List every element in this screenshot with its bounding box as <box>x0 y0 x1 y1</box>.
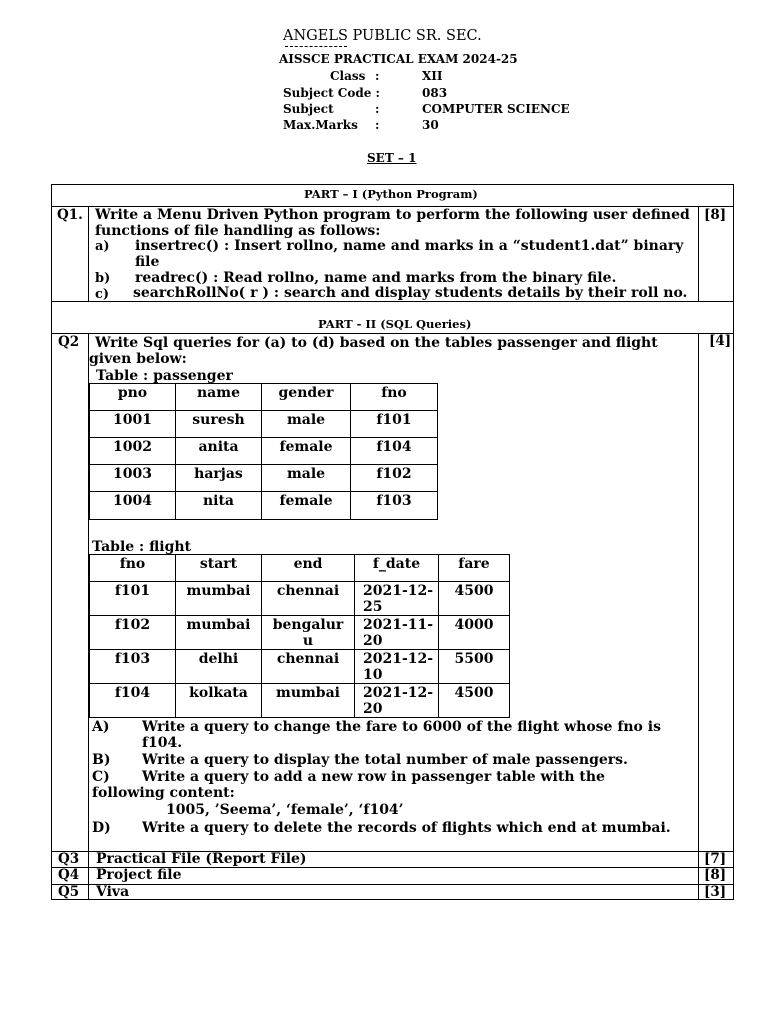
q1-item-b-text: readrec() : Read rollno, name and marks from the binary file. <box>135 270 617 286</box>
q1-item-c-text: searchRollNo( r ) : search and display students details by their roll no. <box>133 285 688 301</box>
table-cell: f101 <box>90 582 176 616</box>
table-header-cell: name <box>176 384 262 411</box>
q1-number: Q1. <box>57 207 83 223</box>
col-divider <box>88 206 89 302</box>
query-b-text: Write a query to display the total number of male passengers. <box>142 752 628 768</box>
table-header-cell: fare <box>439 555 510 582</box>
query-c-text2: following content: <box>92 785 235 801</box>
q4-marks: [8] <box>704 867 727 883</box>
table-cell: 4000 <box>439 616 510 650</box>
table-cell: delhi <box>176 650 262 684</box>
query-a-text: Write a query to change the fare to 6000 of the flight whose fno is <box>142 719 661 735</box>
table-header-cell: fno <box>90 555 176 582</box>
table-row <box>90 650 510 684</box>
set-label: SET – 1 <box>367 151 417 165</box>
table-header-cell: end <box>262 555 355 582</box>
table-row <box>90 582 510 616</box>
meta-subject-value: COMPUTER SCIENCE <box>422 102 570 116</box>
passenger-table <box>89 383 438 520</box>
table-cell: f102 <box>351 465 438 492</box>
meta-class-key: Class <box>330 69 366 83</box>
meta-marks-value: 30 <box>422 118 439 132</box>
table-cell: anita <box>176 438 262 465</box>
q5-text: Viva <box>96 884 130 900</box>
table-cell: f103 <box>351 492 438 520</box>
exam-title: AISSCE PRACTICAL EXAM 2024-25 <box>279 52 518 66</box>
table-cell: 1004 <box>90 492 176 520</box>
table-cell: female <box>262 492 351 520</box>
table-cell: f104 <box>351 438 438 465</box>
meta-class-value: XII <box>422 69 443 83</box>
q4-number: Q4 <box>58 867 80 883</box>
table-header-row <box>90 384 438 411</box>
q1-marks: [8] <box>704 207 727 223</box>
table-cell: 2021-12- 25 <box>355 582 439 616</box>
table-cell: 1001 <box>90 411 176 438</box>
row-divider <box>51 884 734 885</box>
table-cell: f101 <box>351 411 438 438</box>
part1-title: PART – I (Python Program) <box>304 187 478 201</box>
q3-text: Practical File (Report File) <box>96 851 307 867</box>
table-cell: suresh <box>176 411 262 438</box>
table-cell: chennai <box>262 582 355 616</box>
table-row <box>90 411 438 438</box>
q2-text-line1: Write Sql queries for (a) to (d) based on the tables passenger and flight <box>95 335 658 351</box>
table-row <box>90 492 438 520</box>
q1-text-line2: functions of file handling as follows: <box>95 223 381 239</box>
meta-marks-colon: : <box>375 118 380 132</box>
table-row <box>90 438 438 465</box>
table-cell: f104 <box>90 684 176 718</box>
table-cell: mumbai <box>176 582 262 616</box>
table-cell: 2021-12- 20 <box>355 684 439 718</box>
table-cell: f102 <box>90 616 176 650</box>
meta-marks-key: Max.Marks <box>283 118 358 132</box>
table-header-cell: start <box>176 555 262 582</box>
meta-subject-colon: : <box>375 102 380 116</box>
flight-table <box>89 554 510 718</box>
col-divider <box>698 206 699 302</box>
meta-subject-key: Subject <box>283 102 334 116</box>
table-cell: mumbai <box>176 616 262 650</box>
q1-item-a-label: a) <box>95 239 110 254</box>
q5-number: Q5 <box>58 884 80 900</box>
table-cell: kolkata <box>176 684 262 718</box>
flight-table-title: Table : flight <box>92 539 192 555</box>
table-cell: nita <box>176 492 262 520</box>
q4-text: Project file <box>96 867 182 883</box>
table-row <box>90 465 438 492</box>
table-cell: 4500 <box>439 582 510 616</box>
q2-text-line2: given below: <box>89 351 187 367</box>
query-c-text: Write a query to add a new row in passenger table with the <box>142 769 605 785</box>
table-cell: male <box>262 411 351 438</box>
q2-marks: [4] <box>709 333 732 349</box>
query-a-text2: f104. <box>142 735 183 751</box>
table-cell: harjas <box>176 465 262 492</box>
meta-code-value: 083 <box>422 86 448 100</box>
table-cell: mumbai <box>262 684 355 718</box>
part2-title: PART - II (SQL Queries) <box>318 317 472 331</box>
q1-item-b-label: b) <box>95 271 111 286</box>
table-row <box>90 684 510 718</box>
table-cell: chennai <box>262 650 355 684</box>
meta-code-key: Subject Code : <box>283 86 380 100</box>
table-header-cell: f_date <box>355 555 439 582</box>
table-header-cell: pno <box>90 384 176 411</box>
school-name-underline <box>285 46 347 47</box>
query-d-text: Write a query to delete the records of flights which end at mumbai. <box>142 820 671 836</box>
query-c-content: 1005, ’Seema’, ‘female’, ‘f104’ <box>166 802 404 818</box>
q5-marks: [3] <box>704 884 727 900</box>
q2-number: Q2 <box>58 334 80 350</box>
table-cell: 2021-11- 20 <box>355 616 439 650</box>
query-a-label: A) <box>92 719 110 735</box>
passenger-table-title: Table : passenger <box>96 368 233 384</box>
query-c-label: C) <box>92 769 110 785</box>
q1-item-c-label: c) <box>95 287 110 302</box>
col-divider <box>698 333 699 900</box>
table-cell: female <box>262 438 351 465</box>
q1-item-a-text: insertrec() : Insert rollno, name and marks in a “student1.dat” binary <box>135 238 684 254</box>
table-cell: 5500 <box>439 650 510 684</box>
table-header-cell: fno <box>351 384 438 411</box>
q3-marks: [7] <box>704 851 727 867</box>
school-name: ANGELS PUBLIC SR. SEC. <box>283 28 482 44</box>
table-cell: f103 <box>90 650 176 684</box>
meta-class-colon: : <box>375 69 380 83</box>
row-divider <box>51 333 734 334</box>
table-cell: 1002 <box>90 438 176 465</box>
table-cell: 1003 <box>90 465 176 492</box>
table-header-row <box>90 555 510 582</box>
table-cell: 2021-12- 10 <box>355 650 439 684</box>
table-cell: 4500 <box>439 684 510 718</box>
q1-text-line1: Write a Menu Driven Python program to perform the following user defined <box>95 207 690 223</box>
table-row <box>90 616 510 650</box>
q3-number: Q3 <box>58 851 80 867</box>
table-header-cell: gender <box>262 384 351 411</box>
query-b-label: B) <box>92 752 111 768</box>
table-cell: male <box>262 465 351 492</box>
query-d-label: D) <box>92 820 111 836</box>
table-cell: bengalur u <box>262 616 355 650</box>
q1-item-a-text2: file <box>135 254 160 270</box>
